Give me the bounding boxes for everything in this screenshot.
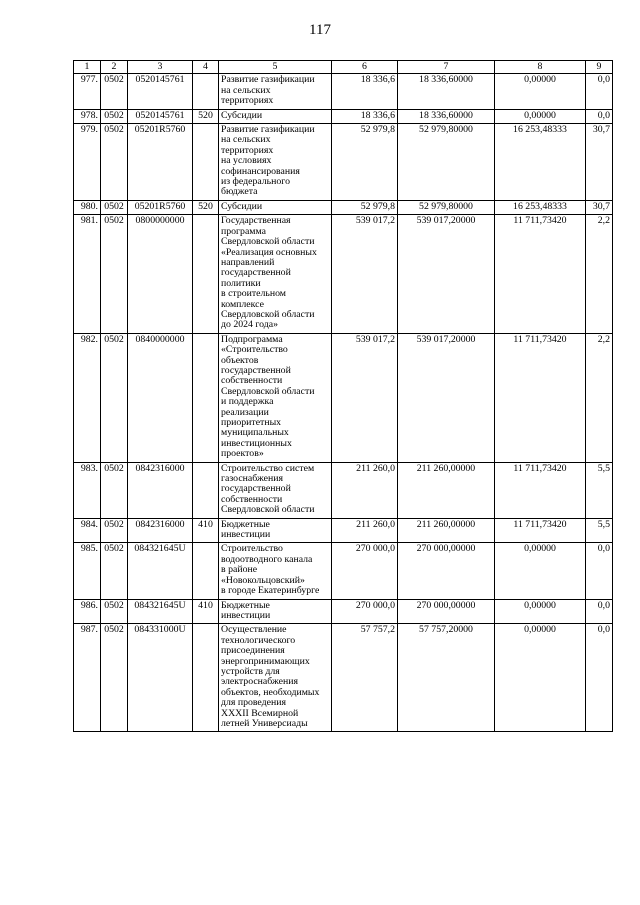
section-code: 0502	[101, 518, 128, 543]
value-col-9: 2,2	[586, 215, 613, 333]
item-name: Государственная программа Свердловской области «Реализация основных направлений государственной политики в строительном комплексе Свердловской области до 2024 года»	[219, 215, 332, 333]
table-row	[74, 462, 613, 518]
value-col-9: 0,0	[586, 543, 613, 599]
target-code: 0842316000	[128, 462, 193, 518]
value-col-7: 211 260,00000	[398, 518, 495, 543]
section-code: 0502	[101, 215, 128, 333]
expense-kind-code: 410	[193, 518, 219, 543]
value-col-6: 52 979,8	[332, 124, 398, 201]
table-row	[74, 124, 613, 201]
row-number: 983.	[74, 462, 101, 518]
header-col-2: 2	[101, 61, 128, 74]
expense-kind-code: 520	[193, 109, 219, 123]
table-row	[74, 333, 613, 462]
table-row	[74, 518, 613, 543]
target-code: 0520145761	[128, 74, 193, 109]
section-code: 0502	[101, 200, 128, 214]
value-col-7: 270 000,00000	[398, 599, 495, 624]
row-number: 978.	[74, 109, 101, 123]
expense-kind-code: 410	[193, 599, 219, 624]
value-col-6: 18 336,6	[332, 109, 398, 123]
section-code: 0502	[101, 624, 128, 732]
value-col-7: 57 757,20000	[398, 624, 495, 732]
target-code: 0520145761	[128, 109, 193, 123]
item-name: Строительство водоотводного канала в районе «Новокольцовский» в городе Екатеринбурге	[219, 543, 332, 599]
value-col-7: 18 336,60000	[398, 74, 495, 109]
expense-kind-code	[193, 462, 219, 518]
section-code: 0502	[101, 74, 128, 109]
value-col-9: 0,0	[586, 74, 613, 109]
row-number: 987.	[74, 624, 101, 732]
row-number: 980.	[74, 200, 101, 214]
item-name: Бюджетные инвестиции	[219, 599, 332, 624]
header-col-8: 8	[495, 61, 586, 74]
row-number: 982.	[74, 333, 101, 462]
section-code: 0502	[101, 333, 128, 462]
value-col-9: 0,0	[586, 599, 613, 624]
budget-table	[73, 60, 613, 732]
value-col-9: 0,0	[586, 624, 613, 732]
value-col-7: 18 336,60000	[398, 109, 495, 123]
value-col-7: 211 260,00000	[398, 462, 495, 518]
item-name: Осуществление технологического присоединения энергопринимающих устройств для электроснабжения объектов, необходимых для проведения XXXII Всемирной летней Универсиады	[219, 624, 332, 732]
section-code: 0502	[101, 543, 128, 599]
item-name: Строительство систем газоснабжения государственной собственности Свердловской области	[219, 462, 332, 518]
value-col-6: 18 336,6	[332, 74, 398, 109]
row-number: 985.	[74, 543, 101, 599]
table-row	[74, 200, 613, 214]
value-col-9: 2,2	[586, 333, 613, 462]
value-col-6: 539 017,2	[332, 215, 398, 333]
expense-kind-code: 520	[193, 200, 219, 214]
table-row	[74, 215, 613, 333]
target-code: 0800000000	[128, 215, 193, 333]
value-col-8: 11 711,73420	[495, 333, 586, 462]
header-col-4: 4	[193, 61, 219, 74]
value-col-6: 211 260,0	[332, 462, 398, 518]
header-col-3: 3	[128, 61, 193, 74]
value-col-9: 0,0	[586, 109, 613, 123]
expense-kind-code	[193, 543, 219, 599]
value-col-8: 0,00000	[495, 74, 586, 109]
target-code: 084321645U	[128, 543, 193, 599]
item-name: Бюджетные инвестиции	[219, 518, 332, 543]
expense-kind-code	[193, 333, 219, 462]
section-code: 0502	[101, 124, 128, 201]
table-row	[74, 74, 613, 109]
value-col-6: 539 017,2	[332, 333, 398, 462]
value-col-7: 270 000,00000	[398, 543, 495, 599]
row-number: 977.	[74, 74, 101, 109]
value-col-6: 57 757,2	[332, 624, 398, 732]
value-col-8: 16 253,48333	[495, 200, 586, 214]
value-col-8: 11 711,73420	[495, 462, 586, 518]
section-code: 0502	[101, 599, 128, 624]
value-col-8: 0,00000	[495, 624, 586, 732]
target-code: 0840000000	[128, 333, 193, 462]
table-row	[74, 599, 613, 624]
item-name: Субсидии	[219, 200, 332, 214]
row-number: 986.	[74, 599, 101, 624]
target-code: 084331000U	[128, 624, 193, 732]
value-col-9: 5,5	[586, 518, 613, 543]
header-col-7: 7	[398, 61, 495, 74]
expense-kind-code	[193, 624, 219, 732]
section-code: 0502	[101, 462, 128, 518]
value-col-8: 0,00000	[495, 109, 586, 123]
page-number: 117	[309, 22, 331, 38]
item-name: Развитие газификации на сельских территориях на условиях софинансирования из федерального бюджета	[219, 124, 332, 201]
row-number: 979.	[74, 124, 101, 201]
table-row	[74, 109, 613, 123]
value-col-8: 11 711,73420	[495, 215, 586, 333]
value-col-9: 30,7	[586, 200, 613, 214]
section-code: 0502	[101, 109, 128, 123]
expense-kind-code	[193, 74, 219, 109]
value-col-8: 11 711,73420	[495, 518, 586, 543]
header-col-5: 5	[219, 61, 332, 74]
table-body	[74, 74, 613, 732]
target-code: 05201R5760	[128, 200, 193, 214]
value-col-6: 52 979,8	[332, 200, 398, 214]
value-col-8: 0,00000	[495, 543, 586, 599]
value-col-6: 270 000,0	[332, 543, 398, 599]
value-col-8: 0,00000	[495, 599, 586, 624]
value-col-9: 30,7	[586, 124, 613, 201]
header-col-1: 1	[74, 61, 101, 74]
target-code: 0842316000	[128, 518, 193, 543]
item-name: Развитие газификации на сельских территориях	[219, 74, 332, 109]
expense-kind-code	[193, 124, 219, 201]
value-col-6: 270 000,0	[332, 599, 398, 624]
value-col-7: 52 979,80000	[398, 200, 495, 214]
value-col-7: 52 979,80000	[398, 124, 495, 201]
target-code: 05201R5760	[128, 124, 193, 201]
item-name: Подпрограмма «Строительство объектов государственной собственности Свердловской области и поддержка реализации приоритетных муниципальных инвестиционных проектов»	[219, 333, 332, 462]
table-row	[74, 543, 613, 599]
row-number: 981.	[74, 215, 101, 333]
item-name: Субсидии	[219, 109, 332, 123]
value-col-8: 16 253,48333	[495, 124, 586, 201]
value-col-6: 211 260,0	[332, 518, 398, 543]
table-row	[74, 624, 613, 732]
target-code: 084321645U	[128, 599, 193, 624]
header-col-6: 6	[332, 61, 398, 74]
value-col-7: 539 017,20000	[398, 333, 495, 462]
header-row	[74, 61, 613, 74]
row-number: 984.	[74, 518, 101, 543]
expense-kind-code	[193, 215, 219, 333]
value-col-9: 5,5	[586, 462, 613, 518]
header-col-9: 9	[586, 61, 613, 74]
value-col-7: 539 017,20000	[398, 215, 495, 333]
